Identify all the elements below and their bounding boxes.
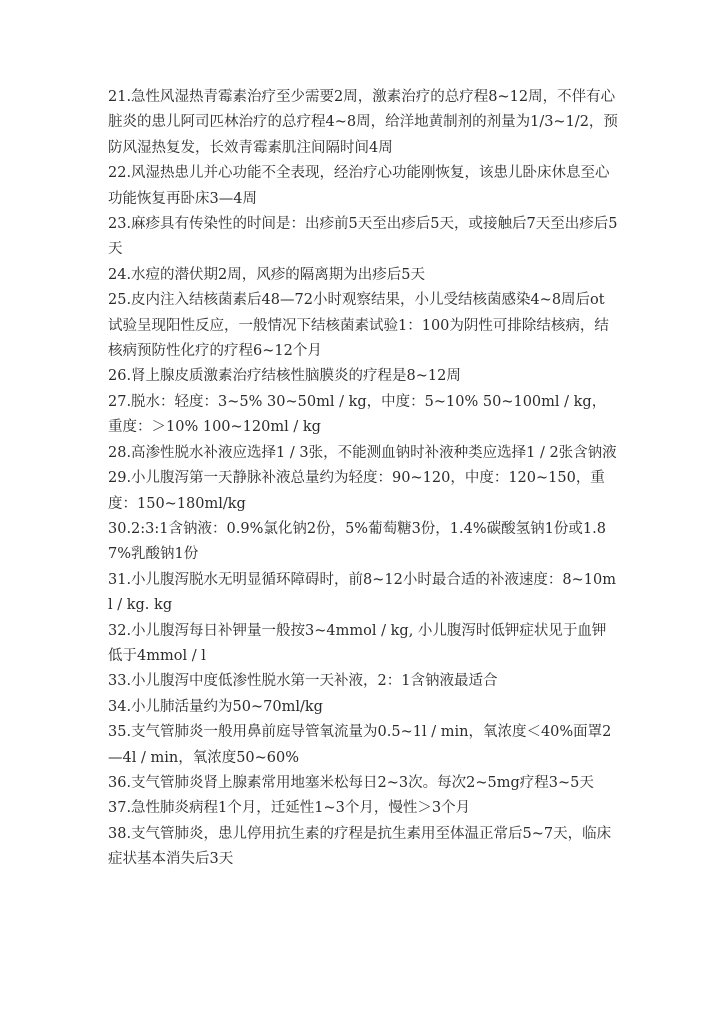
list-item: 35.支气管肺炎一般用鼻前庭导管氧流量为0.5~1l / min，氧浓度＜40%面罩2—4l / min，氧浓度50~60% xyxy=(108,724,612,766)
list-item: 30.2:3:1含钠液：0.9%氯化钠2份，5%葡萄糖3份，1.4%碳酸氢钠1份或1.87%乳酸钠1份 xyxy=(108,520,606,563)
list-item: 34.小儿肺活量约为50~70ml/kg xyxy=(108,698,323,715)
list-item: 28.高渗性脱水补液应选择1 / 3张，不能测血钠时补液种类应选择1 / 2张含钠液 xyxy=(108,444,617,461)
list-item: 29.小儿腹泻第一天静脉补液总量约为轻度：90~120，中度：120~150，重度：150~180ml/kg xyxy=(108,470,605,512)
list-item: 25.皮内注入结核菌素后48—72小时观察结果，小儿受结核菌感染4~8周后ot试验呈现阳性反应，一般情况下结核菌素试验1：100为阴性可排除结核病，结核病预防性化疗的疗程6~12个月 xyxy=(108,292,609,360)
list-item: 32.小儿腹泻每日补钾量一般按3~4mmol / kg, 小儿腹泻时低钾症状见于血钾低于4mmol / l xyxy=(108,622,607,664)
list-item: 21.急性风湿热青霉素治疗至少需要2周，激素治疗的总疗程8~12周，不伴有心脏炎的患儿阿司匹林治疗的总疗程4~8周，给洋地黄制剂的剂量为1/3~1/2，预防风湿热复发，长效青霉素肌注间隔时间4周 xyxy=(108,89,618,156)
list-item: 27.脱水：轻度：3~5% 30~50ml / kg，中度：5~10% 50~100ml / kg，重度：＞10% 100~120ml / kg xyxy=(108,393,607,436)
list-item: 22.风湿热患儿并心功能不全表现，经治疗心功能刚恢复，该患儿卧床休息至心功能恢复再卧床3—4周 xyxy=(108,165,610,207)
list-item: 38.支气管肺炎，患儿停用抗生素的疗程是抗生素用至体温正常后5~7天，临床症状基本消失后3天 xyxy=(108,825,612,868)
list-item: 36.支气管肺炎肾上腺素常用地塞米松每日2~3次。每次2~5mg疗程3~5天 xyxy=(108,774,594,791)
list-item: 23.麻疹具有传染性的时间是：出疹前5天至出疹后5天，或接触后7天至出疹后5天 xyxy=(108,216,618,258)
document-body xyxy=(108,85,618,873)
list-item: 33.小儿腹泻中度低渗性脱水第一天补液，2：1含钠液最适合 xyxy=(108,673,498,690)
list-item: 37.急性肺炎病程1个月，迁延性1~3个月，慢性＞3个月 xyxy=(108,800,471,817)
list-item: 24.水痘的潜伏期2周，风疹的隔离期为出疹后5天 xyxy=(108,266,426,283)
list-item: 31.小儿腹泻脱水无明显循环障碍时，前8~12小时最合适的补液速度：8~10ml / kg. kg xyxy=(108,571,616,614)
list-item: 26.肾上腺皮质激素治疗结核性脑膜炎的疗程是8~12周 xyxy=(108,368,461,385)
